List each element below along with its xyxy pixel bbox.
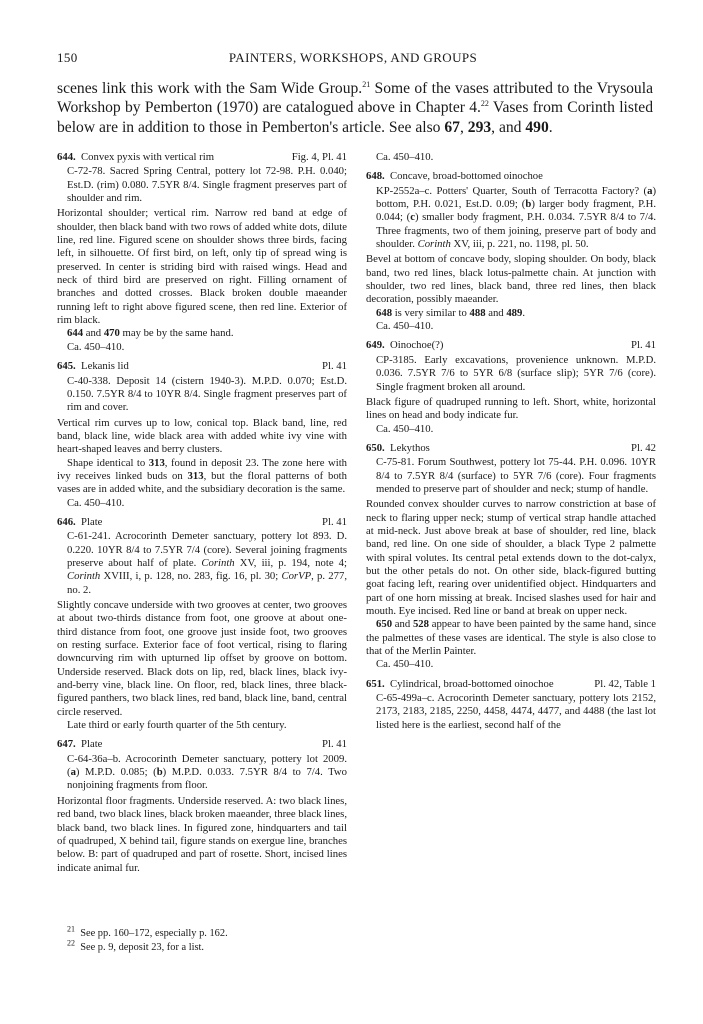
catalog-text: C-64-36a–b. Acrocorinth Demeter sanctuary, pottery lot 2009. ( xyxy=(67,752,347,779)
catalog-entry-645 xyxy=(57,360,347,510)
entry-title: Convex pyxis with vertical rim xyxy=(81,151,215,163)
catalog-details: C-75-81. Forum Southwest, pottery lot 75-44. P.H. 0.096. 10YR 8/4 to 7.5YR 8/4 (surface) to 5YR 7/6 (core). Four fragments mended to preserve part of shoulder and neck; stump of handle. xyxy=(376,456,656,495)
cross-ref: 313 xyxy=(187,469,204,482)
entry-number: 651. xyxy=(366,677,385,690)
catalog-text: ) bottom, P.H. 0.021, Est.D. 0.09; ( xyxy=(376,184,656,211)
cross-ref: 644 xyxy=(67,327,84,340)
catalog-details: C-65-499a–c. Acrocorinth Demeter sanctuary, pottery lots 2152, 2173, 2183, 2185, 2250, 4458, 4474, 4477, and 4488 (the last lot listed here is the earliest, second half of the xyxy=(376,692,656,731)
footnotes xyxy=(57,924,357,955)
catalog-entry-648 xyxy=(366,170,656,333)
fragment-label: b xyxy=(156,766,163,779)
entry-note xyxy=(366,307,656,320)
note-text: and xyxy=(485,306,507,319)
entry-number: 645. xyxy=(57,360,76,373)
entry-number: 644. xyxy=(57,151,76,163)
entry-description: Horizontal shoulder; vertical rim. Narrow red band at edge of shoulder, then black band with two rows of added white dots, dilute line, red line. Figured scene on shoulder shows three birds, facing left, in silhouette. Of first bird, on left, only tip of spread wing is preserved. In center is striding bird with raised wings. Head and neck of third bird are preserved on right. Filling ornament of branches and dotted crosses. Black broken double maeander running left to right above figured scene, then red line. Exterior of rim black. xyxy=(57,207,347,327)
catalog-details: C-72-78. Sacred Spring Central, pottery lot 72-98. P.H. 0.040; Est.D. (rim) 0.080. 7.5YR 8/4. Single fragment preserves part of shoulder and rim. xyxy=(67,165,347,205)
catalog-text: ) M.P.D. 0.033. 7.5YR 8/4 to 7/4. Two nonjoining fragments from floor. xyxy=(67,766,347,792)
catalog-text: XV, iii, p. 221, no. 1198, pl. 50. xyxy=(450,238,589,251)
intro-text: Some of the vases attributed to the Vrysoula Workshop by Pemberton (1970) are catalogued above in Chapter 4. xyxy=(57,80,653,117)
footnote-22 xyxy=(67,938,357,954)
cross-ref: 488 xyxy=(469,306,486,319)
entry-heading xyxy=(366,170,656,183)
footnote-ref-21[interactable]: 21 xyxy=(362,79,371,89)
figure-reference: Pl. 41 xyxy=(631,339,656,352)
cross-ref: 470 xyxy=(103,327,120,340)
entry-title: Lekythos xyxy=(390,441,430,454)
entry-description: Black figure of quadruped running to left. Short, white, horizontal lines on head and body indicate fur. xyxy=(366,395,656,422)
right-column xyxy=(366,151,656,738)
note-text: . xyxy=(522,306,526,319)
citation-title: Corinth xyxy=(201,556,235,569)
catalog-entry-644 xyxy=(57,151,347,354)
entry-date: Ca. 450–410. xyxy=(67,496,125,509)
catalog-details: CP-3185. Early excavations, provenience unknown. M.P.D. 0.036. 7.5YR 7/6 to 5YR 6/8 (surface slip); 5YR 7/6 (core). Single fragment broken all around. xyxy=(376,353,656,393)
catalog-text: ) larger body fragment, P.H. 0.044; ( xyxy=(376,198,656,224)
catalog-text: C-61-241. Acrocorinth Demeter sanctuary, pottery lot 893. D. 0.220. 10YR 8/4 to 7.5YR 7/4 (core). Several joining fragments preserve about half of plate. xyxy=(67,530,347,569)
footnote-text: See p. 9, deposit 23, for a list. xyxy=(80,942,205,953)
entry-heading xyxy=(57,516,347,529)
intro-text: Vases from Corinth listed below are in addition to those in Pemberton's article. See also xyxy=(57,99,653,136)
citation-title: Corinth xyxy=(417,238,451,251)
entry-description: Rounded convex shoulder curves to narrow constriction at base of neck to flaring upper neck; stump of vertical strap handle attached at mid-neck. Just above break at base of shoulder, red line, black band, red line. On one side of shoulder, a black Type 2 palmette with spiral volutes. Its central petal extends down to the dot-calyx, but the other petals do not. On other side, black-figured butting goat facing left, rearing over unidentified object. Hindquarters and part of one horn missing at break. Incised slashes used for hair and mouth. Eye incised. Red line or band at break on upper neck. xyxy=(366,498,656,617)
cross-ref: 528 xyxy=(412,618,429,631)
citation-title: CorVP xyxy=(281,570,312,583)
entry-description: Bevel at bottom of concave body, sloping shoulder. On body, black band, two red lines, black lotus-palmette chain. At junction with shoulder, two red lines, black band, three red lines, then black decoration, possibly maeander. xyxy=(366,253,656,306)
footnote-number: 22 xyxy=(67,938,75,948)
figure-reference: Pl. 41 xyxy=(322,515,347,528)
catalog-details xyxy=(376,185,656,252)
figure-reference: Pl. 41 xyxy=(322,738,347,751)
catalog-details xyxy=(67,753,347,793)
catalog-text: , p. 277, no. 2. xyxy=(67,570,347,596)
running-header xyxy=(57,50,649,68)
catalog-entry-646 xyxy=(57,516,347,733)
entry-description: Vertical rim curves up to low, conical top. Black band, line, red band, black line, wide black area with added white ivy vine with heart-shaped leaves and berry clusters. xyxy=(57,416,347,456)
catalog-text: ) M.P.D. 0.085; ( xyxy=(75,766,157,779)
note-text: , but the floral patterns of both vases are in added white, and the subsidiary decoration is the same. xyxy=(57,469,347,496)
entry-title: Lekanis lid xyxy=(81,360,129,373)
cross-ref: 650 xyxy=(376,618,393,631)
footnote-ref-22[interactable]: 22 xyxy=(480,99,489,109)
entry-heading xyxy=(57,738,347,751)
figure-reference: Fig. 4, Pl. 41 xyxy=(291,151,347,163)
catalog-text: KP-2552a–c. Potters' Quarter, South of Terracotta Factory? ( xyxy=(376,184,648,197)
catalog-text: ) smaller body fragment, P.H. 0.034. 7.5YR 8/4 to 7/4. Three fragments, two of them joining, preserve part of body and shoulder. xyxy=(376,211,657,251)
entry-note xyxy=(57,327,347,340)
entry-title: Plate xyxy=(81,515,103,528)
cross-ref: 313 xyxy=(148,456,165,469)
note-text: and xyxy=(392,618,413,631)
page-number: 150 xyxy=(57,50,78,65)
entry-description: Slightly concave underside with two grooves at center, two grooves at about two-thirds distance from foot, one groove at about one-third distance from foot, one groove just inside foot, two grooves on resting surface. Exterior face of foot vertical, rising to flaring downcurving rim with upturned lip offset by groove on bottom. Underside reserved. Black dots on lip, red, black lines, black ivy-and-berry vine, black line. On floor, red, black lines, three black-figured panthers, two black lines, red band, black line, band, central circle reserved. xyxy=(57,599,347,718)
cross-ref: 67 xyxy=(444,118,460,136)
entry-heading xyxy=(366,678,656,691)
note-text: is very similar to xyxy=(392,306,470,319)
entry-date: Ca. 450–410. xyxy=(67,340,125,353)
entry-title: Cylindrical, broad-bottomed oinochoe xyxy=(390,677,554,690)
entry-heading xyxy=(57,151,347,164)
intro-text: , xyxy=(459,118,468,136)
entry-note xyxy=(366,618,656,658)
entry-note xyxy=(57,457,347,497)
entry-date: Late third or early fourth quarter of the 5th century. xyxy=(67,719,287,732)
intro-paragraph xyxy=(57,79,653,137)
cross-ref: 293 xyxy=(467,118,492,136)
footnote-number: 21 xyxy=(67,924,75,934)
fragment-label: a xyxy=(647,184,653,197)
entry-heading xyxy=(366,442,656,455)
fragment-label: a xyxy=(70,766,76,779)
running-title: PAINTERS, WORKSHOPS, AND GROUPS xyxy=(228,50,478,65)
entry-date: Ca. 450–410. xyxy=(376,422,434,435)
figure-reference: Pl. 42, Table 1 xyxy=(594,677,656,690)
entry-date: Ca. 450–410. xyxy=(376,658,434,671)
entry-title: Concave, broad-bottomed oinochoe xyxy=(390,170,543,183)
catalog-text: XVIII, i, p. 128, no. 283, fig. 16, pl. 30; xyxy=(100,570,282,583)
note-text: Shape identical to xyxy=(67,456,149,469)
catalog-entry-649 xyxy=(366,339,656,435)
fragment-label: c xyxy=(410,211,415,224)
cross-ref: 490 xyxy=(525,118,549,136)
footnote-21 xyxy=(67,924,357,940)
note-text: and xyxy=(83,327,104,340)
footnote-text: See pp. 160–172, especially p. 162. xyxy=(80,928,228,939)
citation-title: Corinth xyxy=(67,570,101,583)
entry-heading xyxy=(57,360,347,373)
intro-text: scenes link this work with the Sam Wide Group. xyxy=(57,80,363,97)
entry-number: 647. xyxy=(57,738,76,751)
entry-date: Ca. 450–410. xyxy=(376,151,434,163)
fragment-label: b xyxy=(525,198,532,211)
note-text: , found in deposit 23. The zone here with ivy receives linked buds on xyxy=(57,456,348,482)
left-column xyxy=(57,151,347,881)
catalog-entry-651 xyxy=(366,678,656,732)
catalog-entry-650 xyxy=(366,442,656,672)
intro-text: . xyxy=(548,118,553,136)
entry-heading xyxy=(366,339,656,352)
cross-ref: 489 xyxy=(506,306,523,319)
cross-ref: 648 xyxy=(376,306,393,319)
entry-number: 650. xyxy=(366,441,385,454)
note-text: appear to have been painted by the same hand, since the palmettes of these vases are identical. The style is also close to that of the Merlin Painter. xyxy=(366,618,656,658)
entry-title: Plate xyxy=(81,738,103,751)
note-text: may be by the same hand. xyxy=(119,327,234,340)
entry-number: 648. xyxy=(366,170,385,183)
entry-number: 649. xyxy=(366,339,385,352)
entry-date: Ca. 450–410. xyxy=(376,320,434,333)
figure-reference: Pl. 42 xyxy=(631,441,656,454)
catalog-text: XV, iii, p. 194, note 4; xyxy=(234,556,347,569)
entry-number: 646. xyxy=(57,515,76,528)
figure-reference: Pl. 41 xyxy=(322,360,347,373)
intro-text: , and xyxy=(491,118,526,136)
catalog-entry-647 xyxy=(57,738,347,874)
entry-description: Horizontal floor fragments. Underside reserved. A: two black lines, red band, two black lines, black broken maeander, three black lines, black band, two black lines. In figured zone, hindquarters and tail of quadruped, X behind tail, figure stands on exergue line, branches below. B: part of quadruped and part of rosette. Short, incised lines indicate animal fur. xyxy=(57,794,347,874)
entry-title: Oinochoe(?) xyxy=(390,339,444,352)
catalog-details xyxy=(67,530,347,597)
catalog-details: C-40-338. Deposit 14 (cistern 1940-3). M.P.D. 0.070; Est.D. 0.150. 7.5YR 8/4 to 10YR 8/4. Single fragment preserves part of rim and cover. xyxy=(67,374,347,414)
